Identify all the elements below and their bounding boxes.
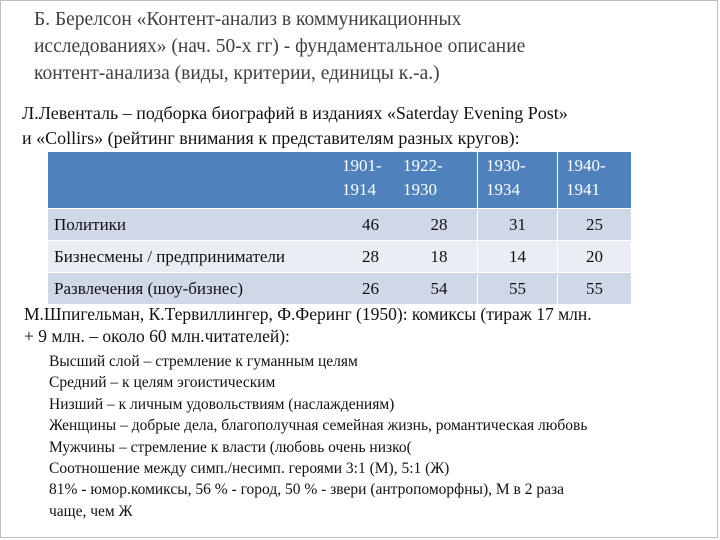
study-line: + 9 млн. – около 60 млн.читателей): (24, 326, 290, 346)
table-header-row (48, 152, 631, 208)
table-cell: 28 (401, 208, 477, 240)
list-item: Женщины – добрые дела, благополучная семейная жизнь, романтическая любовь (49, 417, 588, 435)
table-cell: 55 (557, 272, 631, 304)
title-line: контент-анализа (виды, критерии, единицы к.-а.) (34, 63, 440, 84)
list-item: 81% - юмор.комиксы, 56 % - город, 50 % - звери (антропоморфны), М в 2 раза (49, 481, 564, 499)
list-item: Низший – к личным удовольствиям (наслаждениям) (49, 395, 395, 413)
table-row (48, 272, 631, 304)
table-cell: 54 (401, 272, 477, 304)
column-header-end: 1934 (486, 180, 520, 199)
column-header-start: 1940- (566, 156, 606, 175)
intro-line: и «Collirs» (рейтинг внимания к представителям разных кругов): (22, 128, 520, 148)
intro-line: Л.Левенталь – подборка биографий в изданиях «Saterday Evening Post» (22, 103, 568, 123)
table-cell: 18 (401, 240, 477, 272)
column-header-end: 1914 (342, 180, 376, 199)
findings-list (49, 351, 709, 522)
title-line: исследованиях» (нач. 50-х гг) - фундаментальное описание (34, 36, 526, 57)
list-item: Средний – к целям эгоистическим (49, 374, 276, 392)
list-item: Мужчины – стремление к власти (любовь очень низко( (49, 438, 412, 456)
study-line: М.Шпигельман, К.Тервиллингер, Ф.Феринг (1950): комиксы (тираж 17 млн. (24, 304, 592, 324)
table-row (48, 240, 631, 272)
table-header-corner (48, 152, 340, 208)
title-line: Б. Берелсон «Контент-анализ в коммуникационных (34, 9, 462, 30)
table-cell: 28 (340, 240, 401, 272)
table-cell: 55 (477, 272, 557, 304)
list-item: Соотношение между симп./несимп. героями 3:1 (М), 5:1 (Ж) (49, 460, 450, 478)
intro-text (22, 101, 712, 151)
list-item: чаще, чем Ж (49, 502, 133, 520)
column-header-1940-1941 (557, 152, 631, 208)
row-label: Развлечения (шоу-бизнес) (48, 272, 340, 304)
table-cell: 31 (477, 208, 557, 240)
attention-rating-table (48, 152, 631, 304)
list-item: Высший слой – стремление к гуманным целям (49, 353, 358, 370)
row-label: Бизнесмены / предприниматели (48, 240, 340, 272)
column-header-1922-1930 (401, 152, 477, 208)
table-cell: 25 (557, 208, 631, 240)
column-header-end: 1930 (403, 180, 437, 199)
column-header-start: 1922- (403, 156, 443, 175)
row-label: Политики (48, 208, 340, 240)
slide-title (34, 6, 694, 87)
column-header-end: 1941 (566, 180, 600, 199)
comics-study-heading (24, 303, 704, 347)
column-header-1930-1934 (477, 152, 557, 208)
table-cell: 46 (340, 208, 401, 240)
table-cell: 14 (477, 240, 557, 272)
column-header-start: 1901- (342, 156, 382, 175)
table-row (48, 208, 631, 240)
column-header-start: 1930- (486, 156, 526, 175)
table-cell: 26 (340, 272, 401, 304)
table-cell: 20 (557, 240, 631, 272)
column-header-1901-1914 (340, 152, 401, 208)
